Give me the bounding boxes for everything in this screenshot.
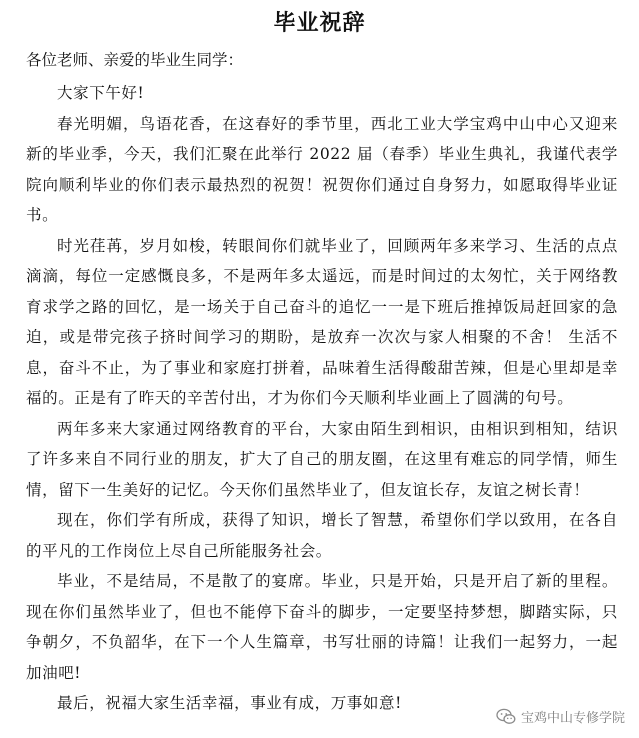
paragraph-opening: 春光明媚，鸟语花香，在这春好的季节里，西北工业大学宝鸡中山中心又迎来新的毕业季，今天，我们汇聚在此举行 2022 届（春季）毕业生典礼，我谨代表学院向顺利毕业的你们表示最热烈的祝贺！祝贺你们通过自身努力，如愿取得毕业证书。: [26, 114, 618, 224]
paragraph-memories: 时光荏苒，岁月如梭，转眼间你们就毕业了，回顾两年多来学习、生活的点点滴滴，每位一定感慨良多，不是两年多太遥远，而是时间过的太匆忙，关于网络教育求学之路的回忆，是一场关于自己奋斗的追忆一一是下班后推掉饭局赶回家的急迫，或是带完孩子挤时间学习的期盼，是放弃一次次与家人相聚的不舍！ 生活不息，奋斗不止，为了事业和家庭打拼着，品味着生活得酸甜苦辣，但是心里却是幸福的。正是有了昨天的辛苦付出，才为你们今天顺利毕业画上了圆满的句号。: [26, 236, 618, 407]
paragraph-journey: 毕业，不是结局，不是散了的宴席。毕业，只是开始，只是开启了新的里程。现在你们虽然毕业了，但也不能停下奋斗的脚步，一定要坚持梦想，脚踏实际，只争朝夕，不负韶华，在下一个人生篇章，书写壮丽的诗篇！让我们一起努力，一起加油吧!: [26, 572, 618, 682]
letter-body: [26, 78, 618, 719]
salutation: 各位老师、亲爱的毕业生同学：: [26, 51, 244, 69]
paragraph-greeting: 大家下午好!: [57, 84, 145, 102]
paragraph-hope: 现在，你们学有所成，获得了知识，增长了智慧，希望你们学以致用，在各自的平凡的工作岗位上尽自己所能服务社会。: [26, 511, 618, 560]
wechat-icon: [496, 708, 516, 725]
account-watermark: [496, 707, 625, 726]
paragraph-closing: 最后，祝福大家生活幸福，事业有成，万事如意!: [57, 694, 402, 712]
paragraph-friendship: 两年多来大家通过网络教育的平台，大家由陌生到相识，由相识到相知，结识了许多来自不同行业的朋友，扩大了自己的朋友圈，在这里有难忘的同学情，师生情，留下一生美好的记忆。今天你们虽然毕业了，但友谊长存，友谊之树长青！: [26, 419, 618, 499]
watermark-text: 宝鸡中山专修学院: [520, 711, 625, 726]
page-title: 毕业祝辞: [273, 10, 366, 36]
